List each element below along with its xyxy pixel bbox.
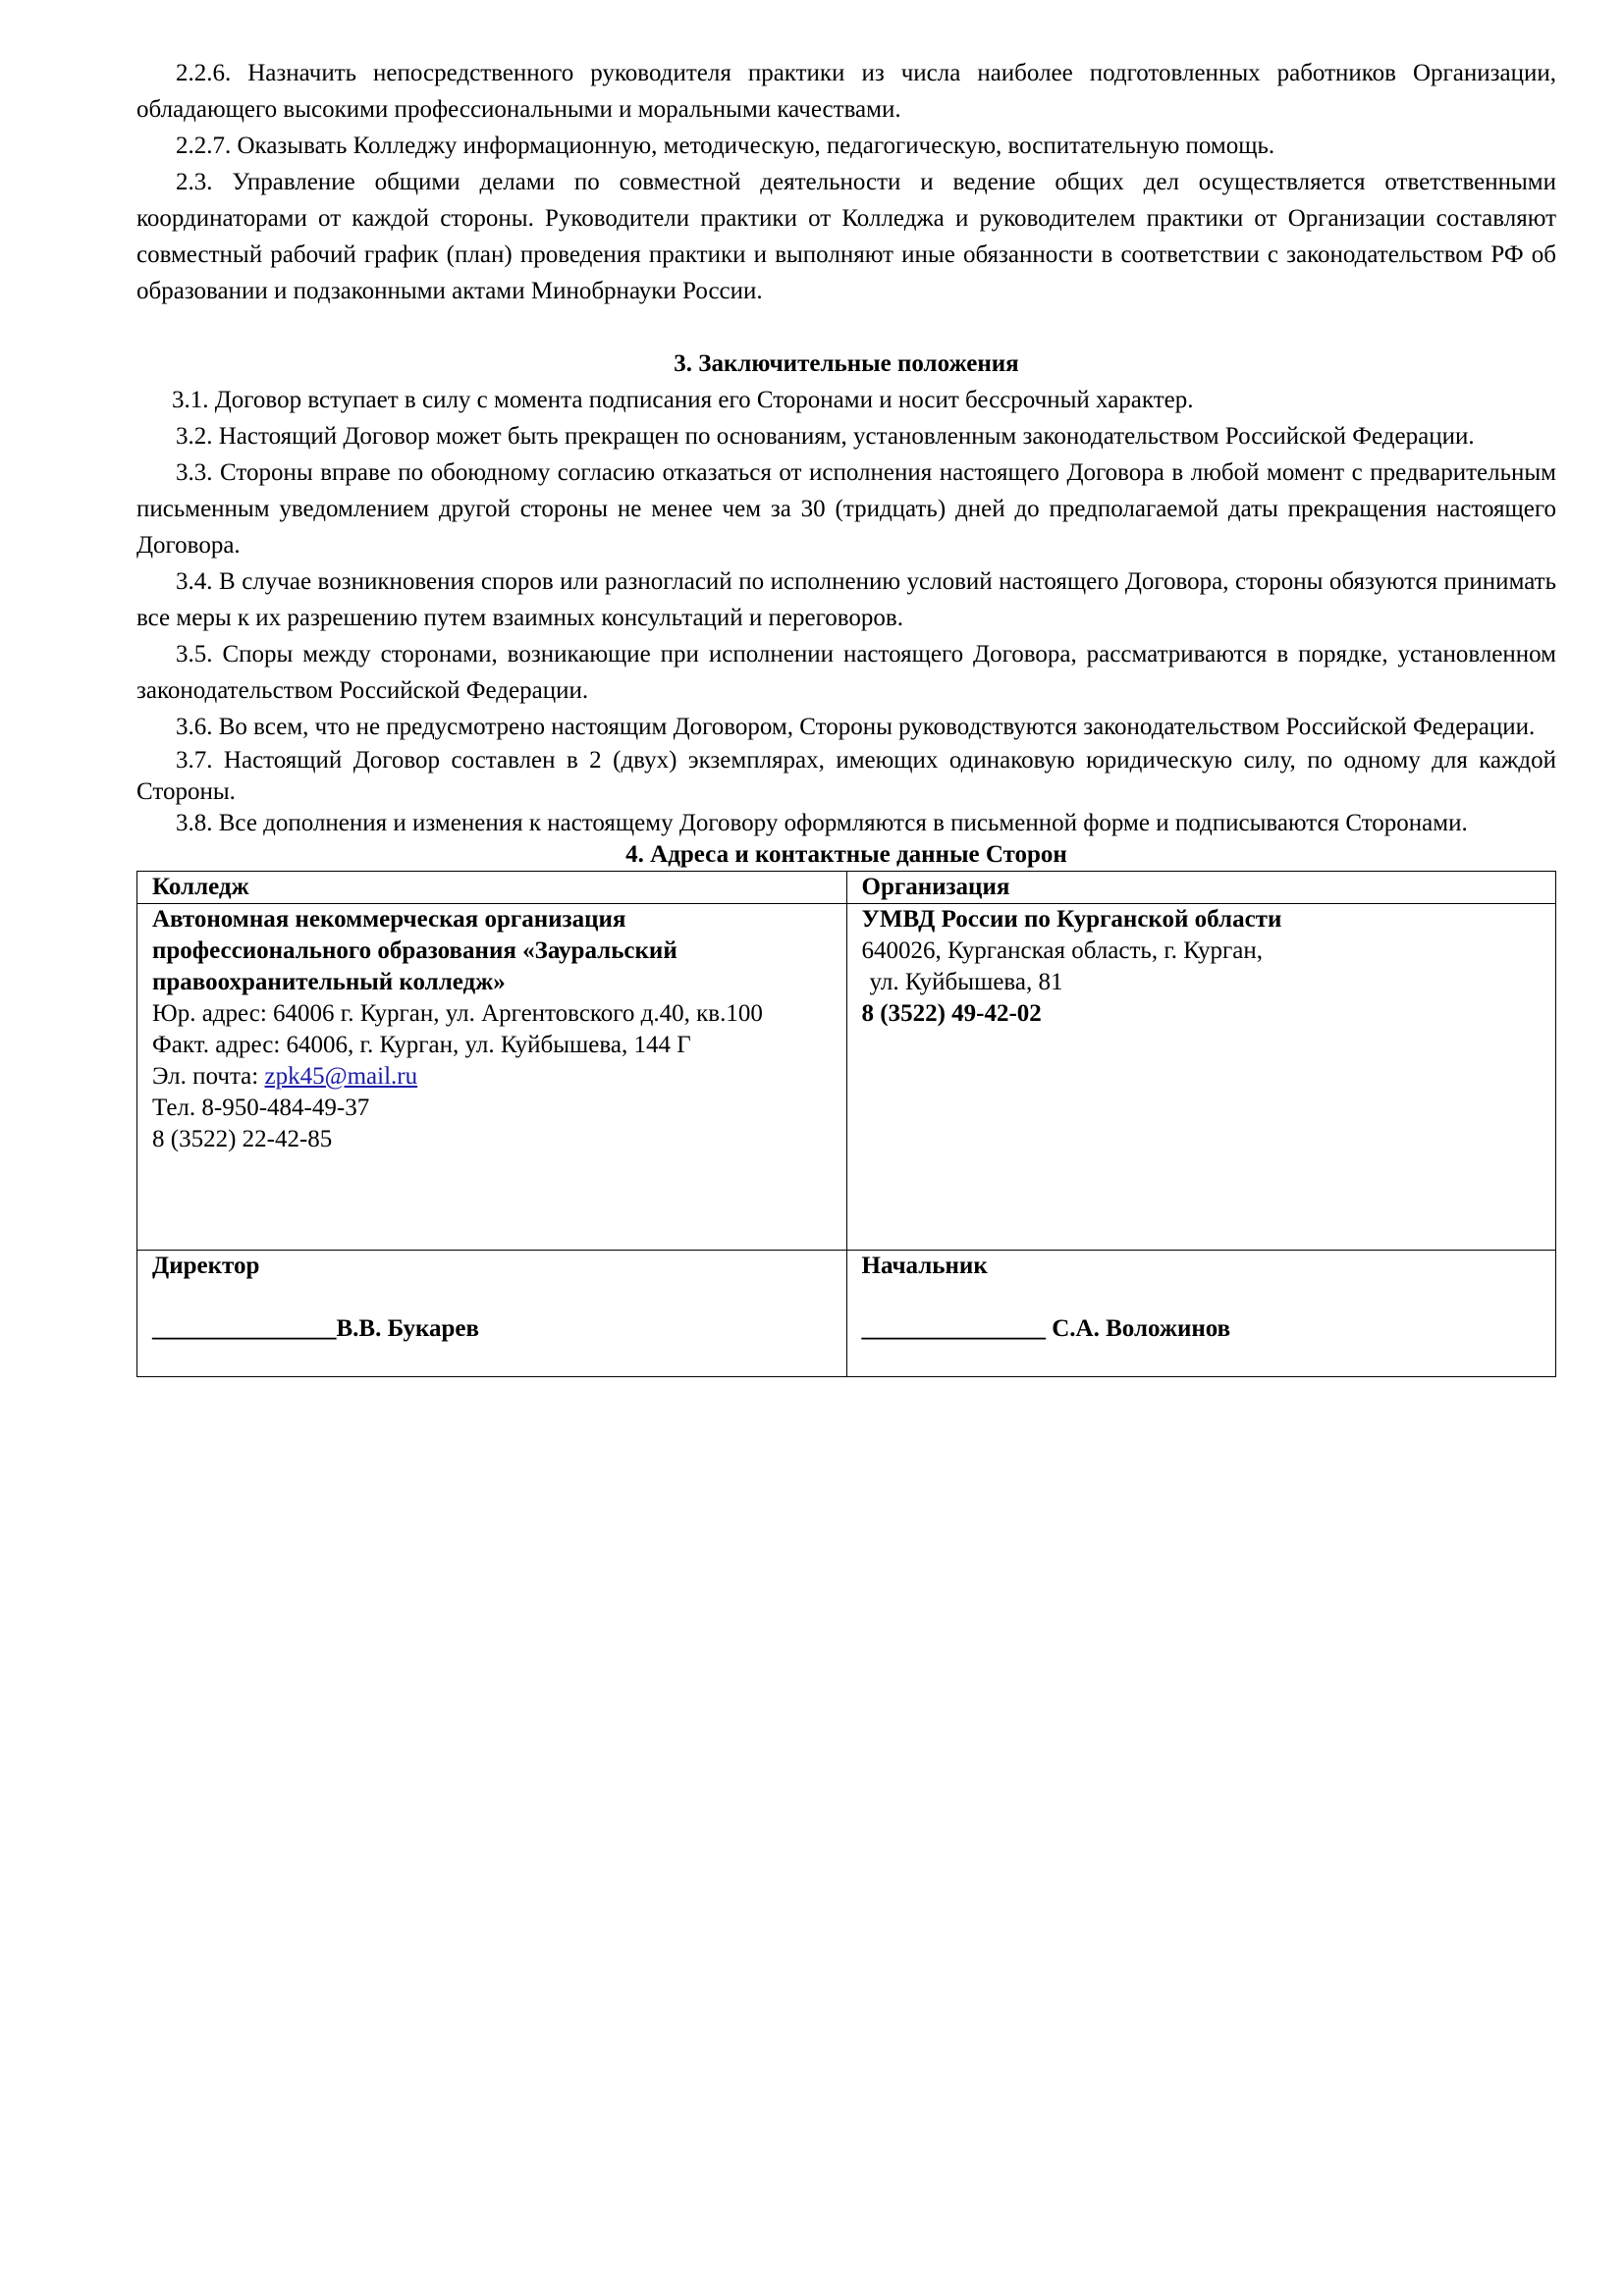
paragraph-3-8: 3.8. Все дополнения и изменения к настоящему Договору оформляются в письменной форме и подписываются Сторонами. xyxy=(176,810,1468,836)
organization-signer-title: Начальник xyxy=(861,1253,988,1279)
college-signer-name: В.В. Букарев xyxy=(336,1315,480,1342)
organization-signature-line: _______________ xyxy=(861,1315,1046,1342)
paragraph-3-7: 3.7. Настоящий Договор составлен в 2 (двух) экземплярах, имеющих одинаковую юридическую силу, по одному для каждой Стороны. xyxy=(136,747,1556,805)
document-page xyxy=(136,55,1556,1377)
contacts-table xyxy=(136,871,1556,1377)
college-email-label: Эл. почта: xyxy=(152,1063,265,1090)
organization-signer-name: С.А. Воложинов xyxy=(1052,1315,1231,1342)
table-header-row xyxy=(137,872,1556,904)
section-3-title: 3. Заключительные положения xyxy=(674,350,1019,377)
paragraph-3-4: 3.4. В случае возникновения споров или разногласий по исполнению условий настоящего Договора, стороны обязуются принимать все меры к их разрешению путем взаимных консультаций и переговоров. xyxy=(136,568,1556,631)
table-details-row xyxy=(137,904,1556,1251)
paragraph-3-6: 3.6. Во всем, что не предусмотрено настоящим Договором, Стороны руководствуются законодательством Российской Федерации. xyxy=(176,714,1536,740)
organization-signature-row xyxy=(862,1313,1542,1345)
organization-address-2: ул. Куйбышева, 81 xyxy=(869,969,1063,995)
college-phone-2: 8 (3522) 22-42-85 xyxy=(152,1126,333,1152)
college-email-link[interactable]: zpk45@mail.ru xyxy=(264,1063,418,1090)
college-name: Автономная некоммерческая организация профессионального образования «Зауральский правоохранительный колледж» xyxy=(152,906,677,995)
table-signature-row xyxy=(137,1251,1556,1377)
paragraph-2-3: 2.3. Управление общими делами по совместной деятельности и ведение общих дел осуществляется ответственными координаторами от каждой стороны. Руководители практики от Колледжа и руководителем практики от Организации составляют совместный рабочий график (план) проведения практики и выполняют иные обязанности в соответствии с законодательством РФ об образовании и подзаконными актами Минобрнауки России. xyxy=(136,169,1556,304)
college-signer-title: Директор xyxy=(152,1253,260,1279)
college-email-row xyxy=(152,1061,832,1093)
paragraph-2-2-6: 2.2.6. Назначить непосредственного руководителя практики из числа наиболее подготовленных работников Организации, обладающего высокими профессиональными и моральными качествами. xyxy=(136,60,1556,123)
college-legal-address: Юр. адрес: 64006 г. Курган, ул. Аргентовского д.40, кв.100 xyxy=(152,1000,763,1027)
college-details xyxy=(137,904,847,1251)
organization-header: Организация xyxy=(846,872,1556,904)
paragraph-3-3: 3.3. Стороны вправе по обоюдному согласию отказаться от исполнения настоящего Договора в любой момент с предварительным письменным уведомлением другой стороны не менее чем за 30 (тридцать) дней до предполагаемой даты прекращения настоящего Договора. xyxy=(136,459,1556,559)
college-actual-address: Факт. адрес: 64006, г. Курган, ул. Куйбышева, 144 Г xyxy=(152,1032,691,1058)
college-signature-row xyxy=(152,1313,832,1345)
paragraph-3-2: 3.2. Настоящий Договор может быть прекращен по основаниям, установленным законодательством Российской Федерации. xyxy=(176,423,1475,450)
college-header: Колледж xyxy=(137,872,847,904)
organization-name: УМВД России по Курганской области xyxy=(861,906,1282,933)
organization-details xyxy=(846,904,1556,1251)
paragraph-3-5: 3.5. Споры между сторонами, возникающие при исполнении настоящего Договора, рассматриваются в порядке, установленном законодательством Российской Федерации. xyxy=(136,641,1556,704)
college-phone-1: Тел. 8-950-484-49-37 xyxy=(152,1095,370,1121)
spacer xyxy=(136,309,1556,346)
college-signature-line: _______________ xyxy=(152,1315,337,1342)
college-signature-cell xyxy=(137,1251,847,1377)
paragraph-3-1: 3.1. Договор вступает в силу с момента подписания его Сторонами и носит бессрочный характер. xyxy=(172,387,1194,413)
organization-signature-cell xyxy=(846,1251,1556,1377)
section-4-title: 4. Адреса и контактные данные Сторон xyxy=(625,841,1067,868)
organization-phone: 8 (3522) 49-42-02 xyxy=(861,1000,1042,1027)
paragraph-2-2-7: 2.2.7. Оказывать Колледжу информационную, методическую, педагогическую, воспитательную помощь. xyxy=(176,133,1275,159)
organization-address-1: 640026, Курганская область, г. Курган, xyxy=(861,937,1264,964)
